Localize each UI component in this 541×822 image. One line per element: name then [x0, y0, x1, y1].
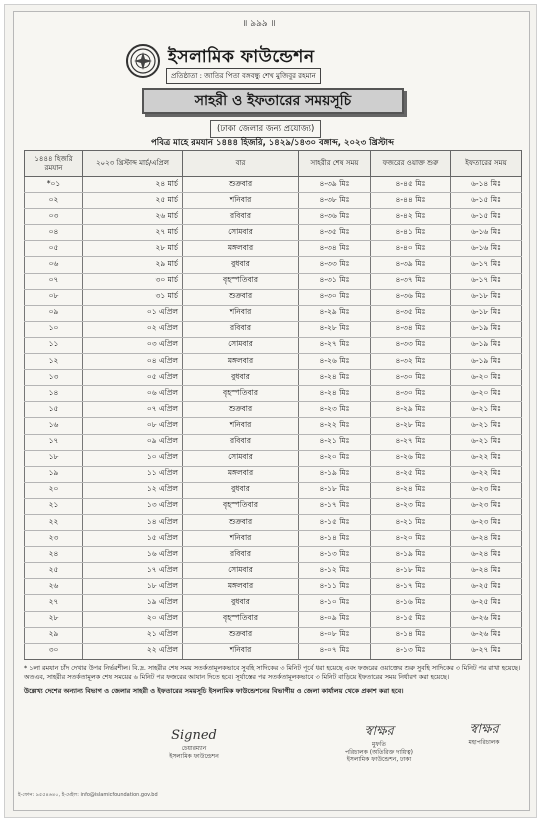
schedule-table [24, 150, 522, 660]
cell-fajr-start: ৪-৩৯ মিঃ [371, 257, 451, 273]
cell-fajr-start: ৪-১৭ মিঃ [371, 579, 451, 595]
cell-day: বৃহস্পতিবার [183, 611, 299, 627]
cell-iftar: ৬-২৩ মিঃ [451, 498, 522, 514]
cell-day: সোমবার [183, 563, 299, 579]
cell-gregorian: ১৮ এপ্রিল [83, 579, 183, 595]
cell-hijri: ০৫ [25, 241, 83, 257]
cell-sehri-end: ৪-৩৮ মিঃ [299, 193, 371, 209]
table-row [25, 273, 522, 289]
table-row [25, 595, 522, 611]
cell-fajr-start: ৪-১৪ মিঃ [371, 627, 451, 643]
cell-day: বুধবার [183, 257, 299, 273]
table-row [25, 643, 522, 659]
cell-gregorian: ১০ এপ্রিল [83, 450, 183, 466]
cell-iftar: ৬-২৩ মিঃ [451, 482, 522, 498]
cell-fajr-start: ৪-১৯ মিঃ [371, 547, 451, 563]
cell-gregorian: ১৯ এপ্রিল [83, 595, 183, 611]
cell-day: মঙ্গলবার [183, 579, 299, 595]
cell-hijri: ১৬ [25, 418, 83, 434]
table-row [25, 305, 522, 321]
cell-gregorian: ০১ এপ্রিল [83, 305, 183, 321]
table-row [25, 321, 522, 337]
note-other-districts: উল্লেখ্য দেশের অন্যান্য বিভাগ ও জেলার সাহরী ও ইফতারের সময়সূচি ইসলামিক ফাউন্ডেশনের বিভাগীয় ও জেলা কার্যালয় থেকে প্রকাশ করা হবে। [24, 686, 404, 695]
cell-hijri: ২৯ [25, 627, 83, 643]
cell-gregorian: ১১ এপ্রিল [83, 466, 183, 482]
cell-day: বুধবার [183, 482, 299, 498]
cell-sehri-end: ৪-৩৬ মিঃ [299, 209, 371, 225]
cell-day: রবিবার [183, 547, 299, 563]
cell-fajr-start: ৪-৩৫ মিঃ [371, 305, 451, 321]
cell-sehri-end: ৪-২৬ মিঃ [299, 354, 371, 370]
cell-hijri: ১৫ [25, 402, 83, 418]
cell-day: সোমবার [183, 225, 299, 241]
table-row [25, 611, 522, 627]
cell-iftar: ৬-১৯ মিঃ [451, 321, 522, 337]
cell-sehri-end: ৪-২৮ মিঃ [299, 321, 371, 337]
cell-day: বৃহস্পতিবার [183, 498, 299, 514]
document-page [4, 4, 537, 818]
cell-day: শনিবার [183, 418, 299, 434]
cell-sehri-end: ৪-৩১ মিঃ [299, 273, 371, 289]
cell-day: বুধবার [183, 595, 299, 611]
table-row [25, 402, 522, 418]
cell-hijri: ১২ [25, 354, 83, 370]
cell-gregorian: ০৪ এপ্রিল [83, 354, 183, 370]
cell-hijri: ২৩ [25, 531, 83, 547]
cell-hijri: ০৪ [25, 225, 83, 241]
cell-sehri-end: ৪-৩৫ মিঃ [299, 225, 371, 241]
cell-iftar: ৬-২৫ মিঃ [451, 579, 522, 595]
header-fajr-start: ফজরের ওয়াক্ত শুরু [371, 151, 451, 177]
table-row [25, 337, 522, 353]
cell-fajr-start: ৪-২৮ মিঃ [371, 418, 451, 434]
cell-day: শনিবার [183, 305, 299, 321]
cell-gregorian: ২৬ মার্চ [83, 209, 183, 225]
table-row [25, 418, 522, 434]
cell-iftar: ৬-১৯ মিঃ [451, 354, 522, 370]
table-row [25, 627, 522, 643]
cell-sehri-end: ৪-১২ মিঃ [299, 563, 371, 579]
cell-sehri-end: ৪-০৮ মিঃ [299, 627, 371, 643]
cell-sehri-end: ৪-৩৯ মিঃ [299, 177, 371, 193]
cell-hijri: ২৫ [25, 563, 83, 579]
table-row [25, 482, 522, 498]
cell-fajr-start: ৪-৩০ মিঃ [371, 386, 451, 402]
note-text: * ১লা রমযান চাঁদ দেখার উপর নির্ভরশীল। বি.দ্র. সাহরীর শেষ সময় সতর্কতামূলকভাবে সুবহি সাদিকের ৩ মিনিট পূর্বে ধরা হয়েছে এবং ফজরের ওয়াক্তের শুরু সুবহি সাদিকের ৩ মিনিট পর রাখা হয়েছে। অতএব, সাহরীর সতর্কতামূলক শেষ সময়ের ৬ মিনিট পর ফজরের আযান দিতে হবে। সূর্যাস্তের পর সতর্কতামূলকভাবে ৩ মিনিট বাড়িয়ে ইফতারের সময় নির্ধারণ করা হয়েছে। [24, 664, 521, 682]
cell-iftar: ৬-২২ মিঃ [451, 450, 522, 466]
cell-day: শুক্রবার [183, 514, 299, 530]
schedule-table-body [25, 177, 522, 660]
cell-fajr-start: ৪-২৯ মিঃ [371, 402, 451, 418]
cell-gregorian: ১৬ এপ্রিল [83, 547, 183, 563]
cell-gregorian: ১২ এপ্রিল [83, 482, 183, 498]
table-header-row [25, 151, 522, 177]
cell-hijri: ০৯ [25, 305, 83, 321]
left-signature-scrawl: Signed [171, 728, 217, 743]
cell-iftar: ৬-২৬ মিঃ [451, 611, 522, 627]
cell-sehri-end: ৪-২০ মিঃ [299, 450, 371, 466]
cell-hijri: ২৭ [25, 595, 83, 611]
cell-iftar: ৬-২৪ মিঃ [451, 563, 522, 579]
table-row [25, 386, 522, 402]
table-row [25, 563, 522, 579]
cell-sehri-end: ৪-২২ মিঃ [299, 418, 371, 434]
organization-name: ইসলামিক ফাউন্ডেশন [168, 47, 315, 67]
cell-iftar: ৬-২৫ মিঃ [451, 595, 522, 611]
header-day: বার [183, 151, 299, 177]
cell-gregorian: ৩১ মার্চ [83, 289, 183, 305]
cell-fajr-start: ৪-১৮ মিঃ [371, 563, 451, 579]
cell-hijri: ৩০ [25, 643, 83, 659]
right-signature [444, 722, 524, 747]
cell-day: রবিবার [183, 434, 299, 450]
cell-day: শুক্রবার [183, 402, 299, 418]
cell-gregorian: ২২ এপ্রিল [83, 643, 183, 659]
cell-sehri-end: ৪-৩৩ মিঃ [299, 257, 371, 273]
table-row [25, 579, 522, 595]
center-signature-scrawl: স্বাক্ষর [364, 724, 394, 739]
cell-gregorian: ১৭ এপ্রিল [83, 563, 183, 579]
cell-gregorian: ০৬ এপ্রিল [83, 386, 183, 402]
cell-iftar: ৬-২০ মিঃ [451, 386, 522, 402]
cell-day: শুক্রবার [183, 627, 299, 643]
cell-iftar: ৬-১৮ মিঃ [451, 305, 522, 321]
cell-day: শুক্রবার [183, 177, 299, 193]
cell-day: শুক্রবার [183, 289, 299, 305]
cell-day: রবিবার [183, 321, 299, 337]
cell-fajr-start: ৪-৩২ মিঃ [371, 354, 451, 370]
cell-sehri-end: ৪-৩০ মিঃ [299, 289, 371, 305]
cell-iftar: ৬-১৭ মিঃ [451, 273, 522, 289]
header-gregorian: ২০২৩ খ্রিস্টাব্দ মার্চ/এপ্রিল [83, 151, 183, 177]
cell-fajr-start: ৪-২০ মিঃ [371, 531, 451, 547]
cell-gregorian: ১৫ এপ্রিল [83, 531, 183, 547]
cell-hijri: ১৭ [25, 434, 83, 450]
cell-hijri: ২৮ [25, 611, 83, 627]
cell-fajr-start: ৪-৪৫ মিঃ [371, 177, 451, 193]
cell-sehri-end: ৪-২৯ মিঃ [299, 305, 371, 321]
document-subtitle: (ঢাকা জেলার জন্য প্রযোজ্য) [210, 120, 321, 138]
cell-iftar: ৬-১৫ মিঃ [451, 209, 522, 225]
header-iftar: ইফতারের সময় [451, 151, 522, 177]
table-row [25, 450, 522, 466]
cell-gregorian: ২৯ মার্চ [83, 257, 183, 273]
table-row [25, 354, 522, 370]
cell-hijri: ০৮ [25, 289, 83, 305]
cell-fajr-start: ৪-৪২ মিঃ [371, 209, 451, 225]
cell-gregorian: ১৪ এপ্রিল [83, 514, 183, 530]
cell-hijri: ০২ [25, 193, 83, 209]
cell-fajr-start: ৪-৩৩ মিঃ [371, 337, 451, 353]
cell-sehri-end: ৪-০৭ মিঃ [299, 643, 371, 659]
cell-iftar: ৬-২০ মিঃ [451, 370, 522, 386]
table-row [25, 209, 522, 225]
cell-iftar: ৬-১৫ মিঃ [451, 193, 522, 209]
cell-hijri: *০১ [25, 177, 83, 193]
table-row [25, 193, 522, 209]
cell-sehri-end: ৪-১৮ মিঃ [299, 482, 371, 498]
cell-fajr-start: ৪-৩৪ মিঃ [371, 321, 451, 337]
cell-hijri: ১৮ [25, 450, 83, 466]
cell-day: শনিবার [183, 643, 299, 659]
cell-sehri-end: ৪-১৩ মিঃ [299, 547, 371, 563]
cell-hijri: ২১ [25, 498, 83, 514]
cell-gregorian: ০২ এপ্রিল [83, 321, 183, 337]
cell-fajr-start: ৪-৩০ মিঃ [371, 370, 451, 386]
cell-gregorian: ০৯ এপ্রিল [83, 434, 183, 450]
foundation-logo-icon [126, 44, 160, 78]
table-row [25, 466, 522, 482]
cell-iftar: ৬-১৭ মিঃ [451, 257, 522, 273]
cell-iftar: ৬-১৮ মিঃ [451, 289, 522, 305]
cell-day: মঙ্গলবার [183, 354, 299, 370]
cell-hijri: ২৬ [25, 579, 83, 595]
cell-day: মঙ্গলবার [183, 241, 299, 257]
table-row [25, 241, 522, 257]
cell-fajr-start: ৪-৩৭ মিঃ [371, 273, 451, 289]
cell-hijri: ১১ [25, 337, 83, 353]
cell-fajr-start: ৪-১৬ মিঃ [371, 595, 451, 611]
cell-iftar: ৬-২৪ মিঃ [451, 531, 522, 547]
cell-gregorian: ৩০ মার্চ [83, 273, 183, 289]
cell-sehri-end: ৪-১০ মিঃ [299, 595, 371, 611]
cell-sehri-end: ৪-২৩ মিঃ [299, 402, 371, 418]
cell-day: শনিবার [183, 193, 299, 209]
center-signature-text: মুফতি পরিচালক (অতিরিক্ত দায়িত্ব) ইসলামিক ফাউন্ডেশন, ঢাকা [345, 740, 413, 764]
cell-iftar: ৬-১৪ মিঃ [451, 177, 522, 193]
cell-iftar: ৬-১৬ মিঃ [451, 225, 522, 241]
cell-fajr-start: ৪-২৩ মিঃ [371, 498, 451, 514]
cell-day: বৃহস্পতিবার [183, 273, 299, 289]
right-signature-scrawl: স্বাক্ষর [469, 722, 499, 737]
cell-gregorian: ০৮ এপ্রিল [83, 418, 183, 434]
cell-fajr-start: ৪-২৫ মিঃ [371, 466, 451, 482]
cell-fajr-start: ৪-২১ মিঃ [371, 514, 451, 530]
cell-gregorian: ২৮ মার্চ [83, 241, 183, 257]
cell-gregorian: ১৩ এপ্রিল [83, 498, 183, 514]
cell-iftar: ৬-২১ মিঃ [451, 402, 522, 418]
cell-hijri: ০৬ [25, 257, 83, 273]
notes-section [24, 664, 521, 698]
cell-hijri: ২২ [25, 514, 83, 530]
cell-gregorian: ২১ এপ্রিল [83, 627, 183, 643]
cell-fajr-start: ৪-২৪ মিঃ [371, 482, 451, 498]
cell-sehri-end: ৪-৩৪ মিঃ [299, 241, 371, 257]
cell-hijri: ০৭ [25, 273, 83, 289]
table-row [25, 257, 522, 273]
cell-iftar: ৬-২২ মিঃ [451, 466, 522, 482]
document-dateline: পবিত্র মাহে রমযান ১৪৪৪ হিজরি, ১৪২৯/১৪৩০ বঙ্গাব্দ, ২০২৩ খ্রিস্টাব্দ [151, 138, 394, 148]
cell-hijri: ১৯ [25, 466, 83, 482]
header-hijri: ১৪৪৪ হিজরি রমযান [25, 151, 83, 177]
cell-hijri: ০৩ [25, 209, 83, 225]
cell-fajr-start: ৪-৪১ মিঃ [371, 225, 451, 241]
table-row [25, 498, 522, 514]
cell-day: শনিবার [183, 531, 299, 547]
table-row [25, 289, 522, 305]
cell-sehri-end: ৪-০৯ মিঃ [299, 611, 371, 627]
cell-fajr-start: ৪-২৬ মিঃ [371, 450, 451, 466]
cell-gregorian: ০৫ এপ্রিল [83, 370, 183, 386]
cell-hijri: ২৪ [25, 547, 83, 563]
cell-fajr-start: ৪-১৩ মিঃ [371, 643, 451, 659]
cell-iftar: ৬-২১ মিঃ [451, 418, 522, 434]
table-row [25, 434, 522, 450]
document-frame [13, 11, 530, 811]
cell-sehri-end: ৪-১৭ মিঃ [299, 498, 371, 514]
cell-hijri: ১৪ [25, 386, 83, 402]
cell-hijri: ১০ [25, 321, 83, 337]
cell-iftar: ৬-২১ মিঃ [451, 434, 522, 450]
table-row [25, 547, 522, 563]
cell-hijri: ১৩ [25, 370, 83, 386]
cell-day: রবিবার [183, 209, 299, 225]
cell-fajr-start: ৪-৪৪ মিঃ [371, 193, 451, 209]
cell-day: বৃহস্পতিবার [183, 386, 299, 402]
cell-day: সোমবার [183, 337, 299, 353]
cell-day: বুধবার [183, 370, 299, 386]
table-row [25, 177, 522, 193]
cell-iftar: ৬-২৭ মিঃ [451, 643, 522, 659]
cell-gregorian: ০৭ এপ্রিল [83, 402, 183, 418]
cell-iftar: ৬-২৩ মিঃ [451, 514, 522, 530]
top-mark: ॥ ৯৯৯ ॥ [242, 19, 276, 29]
cell-sehri-end: ৪-১৫ মিঃ [299, 514, 371, 530]
table-row [25, 225, 522, 241]
cell-gregorian: ২৪ মার্চ [83, 177, 183, 193]
cell-sehri-end: ৪-১৪ মিঃ [299, 531, 371, 547]
left-signature [134, 728, 254, 760]
document-header [14, 32, 531, 148]
footer-contact: ই-ফোন: ৯৫৫৪৬৪০, ই-মেইল: info@islamicfoundation.gov.bd [18, 792, 158, 798]
cell-gregorian: ২৫ মার্চ [83, 193, 183, 209]
document-title: সাহরী ও ইফতারের সময়সূচি [142, 88, 404, 114]
cell-day: সোমবার [183, 450, 299, 466]
table-row [25, 514, 522, 530]
cell-sehri-end: ৪-২১ মিঃ [299, 434, 371, 450]
cell-sehri-end: ৪-২৪ মিঃ [299, 386, 371, 402]
cell-gregorian: ২০ এপ্রিল [83, 611, 183, 627]
cell-gregorian: ২৭ মার্চ [83, 225, 183, 241]
cell-sehri-end: ৪-২৭ মিঃ [299, 337, 371, 353]
right-signature-text: মহাপরিচালক [468, 738, 500, 746]
header-sehri-end: সাহরীর শেষ সময় [299, 151, 371, 177]
cell-iftar: ৬-১৬ মিঃ [451, 241, 522, 257]
cell-iftar: ৬-২৪ মিঃ [451, 547, 522, 563]
cell-sehri-end: ৪-১৯ মিঃ [299, 466, 371, 482]
table-row [25, 531, 522, 547]
left-signature-text: চেয়ারম্যান ইসলামিক ফাউন্ডেশন [169, 744, 219, 760]
cell-gregorian: ০৩ এপ্রিল [83, 337, 183, 353]
center-signature [314, 724, 444, 764]
cell-hijri: ২০ [25, 482, 83, 498]
cell-iftar: ৬-২৬ মিঃ [451, 627, 522, 643]
cell-day: মঙ্গলবার [183, 466, 299, 482]
cell-fajr-start: ৪-২৭ মিঃ [371, 434, 451, 450]
organization-founder-line: প্রতিষ্ঠাতা : জাতির পিতা বঙ্গবন্ধু শেখ মুজিবুর রহমান [166, 68, 321, 84]
cell-iftar: ৬-১৯ মিঃ [451, 337, 522, 353]
cell-fajr-start: ৪-১৫ মিঃ [371, 611, 451, 627]
cell-fajr-start: ৪-৩৬ মিঃ [371, 289, 451, 305]
cell-sehri-end: ৪-২৪ মিঃ [299, 370, 371, 386]
cell-sehri-end: ৪-১১ মিঃ [299, 579, 371, 595]
table-row [25, 370, 522, 386]
cell-fajr-start: ৪-৪০ মিঃ [371, 241, 451, 257]
